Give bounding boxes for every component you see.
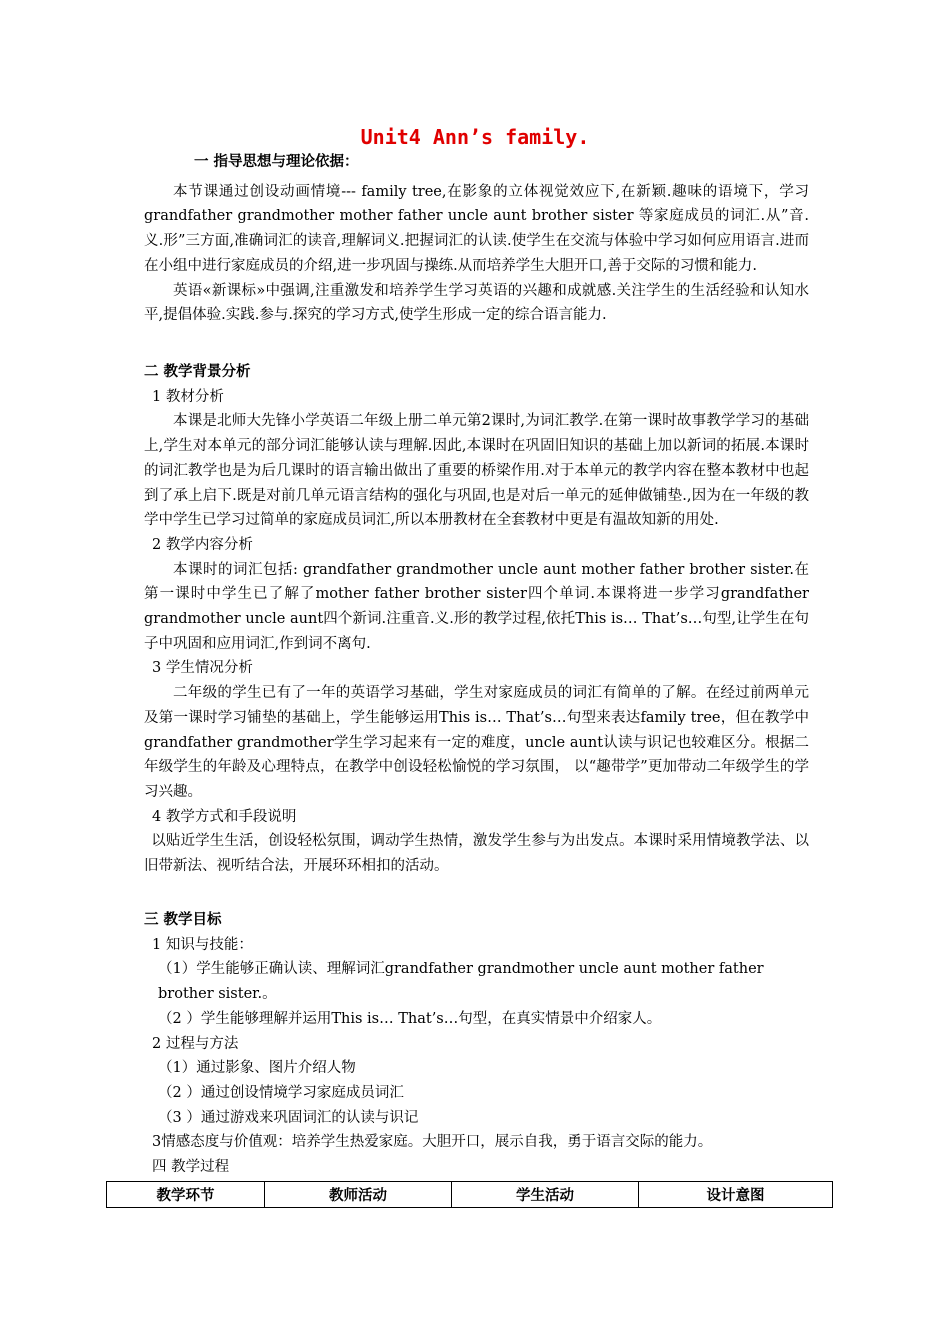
subsection-heading: 2 过程与方法	[152, 1035, 239, 1052]
subsection-heading: 2 教学内容分析	[152, 536, 253, 553]
paragraph: 二年级的学生已有了一年的英语学习基础，学生对家庭成员的词汇有简单的了解。在经过前两单元及第一课时学习铺垫的基础上，学生能够运用This is… That’s…句型来表达family tree，但在教学中grandfather grandmother学生学习起来有一定的难度，uncle aunt认读与识记也较难区分。根据二年级学生的年龄及心理特点，在教学中创设轻松愉悦的学习氛围， 以“趣带学”更加带动二年级学生的学习兴趣。	[144, 685, 809, 800]
column-header: 教师活动	[265, 1182, 452, 1208]
paragraph: 本课是北师大先锋小学英语二年级上册二单元第2课时,为词汇教学.在第一课时故事教学学习的基础上,学生对本单元的部分词汇能够认读与理解.因此,本课时在巩固旧知识的基础上加以新词的拓展.本课时的词汇教学也是为后几课时的语言输出做出了重要的桥梁作用.对于本单元的教学内容在整本教材中也起到了承上启下.既是对前几单元语言结构的强化与巩固,也是对后一单元的延伸做铺垫.,因为在一年级的教学中学生已学习过简单的家庭成员词汇,所以本册教材在全套教材中更是有温故知新的用处.	[144, 413, 809, 529]
subsection-heading: 4 教学方式和手段说明	[152, 808, 297, 825]
subsection-heading: 1 知识与技能：	[152, 936, 253, 953]
column-header: 教学环节	[107, 1182, 265, 1208]
subsection-heading: 3情感态度与价值观：培养学生热爱家庭。大胆开口，展示自我，勇于语言交际的能力。	[152, 1134, 713, 1151]
section-heading: 二 教学背景分析	[144, 364, 251, 380]
section-background-analysis	[144, 360, 809, 879]
subsection-heading: 1 教材分析	[152, 388, 224, 405]
section-guiding-ideology	[144, 150, 809, 328]
section-teaching-objectives	[144, 908, 809, 1180]
list-item: （3 ）通过游戏来巩固词汇的认读与识记	[158, 1109, 419, 1126]
column-header: 设计意图	[639, 1182, 833, 1208]
section-heading: 四 教学过程	[152, 1159, 230, 1176]
paragraph: 英语«新课标»中强调,注重激发和培养学生学习英语的兴趣和成就感.关注学生的生活经验和认知水平,提倡体验.实践.参与.探究的学习方式,使学生形成一定的综合语言能力.	[144, 282, 809, 324]
section-heading: 三 教学目标	[144, 912, 222, 928]
paragraph: 本课时的词汇包括: grandfather grandmother uncle aunt mother father brother sister.在第一课时中学生已了解了mother father brother sister四个单词.本课将进一步学习grandfather grandmother uncle aunt四个新词.注重音.义.形的教学过程,依托This is… That’s…句型,让学生在句子中巩固和应用词汇,作到词不离句.	[144, 561, 809, 652]
paragraph: 以贴近学生生活，创设轻松氛围，调动学生热情，激发学生参与为出发点。本课时采用情境教学法、以旧带新法、视听结合法，开展环环相扣的活动。	[144, 833, 809, 875]
table-header-row	[107, 1182, 833, 1208]
document-title: Unit4 Ann’s family.	[360, 125, 590, 149]
teaching-process-table	[106, 1181, 833, 1208]
list-item: （1）通过影象、图片介绍人物	[158, 1060, 356, 1077]
list-item: （1）学生能够正确认读、理解词汇grandfather grandmother uncle aunt mother father brother sister.。	[158, 961, 764, 1003]
column-header: 学生活动	[452, 1182, 639, 1208]
list-item: （2 ）通过创设情境学习家庭成员词汇	[158, 1084, 404, 1101]
subsection-heading: 3 学生情况分析	[152, 660, 253, 677]
list-item: （2 ）学生能够理解并运用This is… That’s…句型，在真实情景中介绍家人。	[158, 1010, 662, 1027]
paragraph: 本节课通过创设动画情境--- family tree,在影象的立体视觉效应下,在新颖.趣味的语境下，学习grandfather grandmother mother father uncle aunt brother sister 等家庭成员的词汇.从”音.义.形”三方面,准确词汇的读音,理解词义.把握词汇的认读.使学生在交流与体验中学习如何应用语言.进而在小组中进行家庭成员的介绍,进一步巩固与操练.从而培养学生大胆开口,善于交际的习惯和能力.	[144, 183, 809, 274]
section-heading: 一 指导思想与理论依据：	[194, 154, 359, 170]
